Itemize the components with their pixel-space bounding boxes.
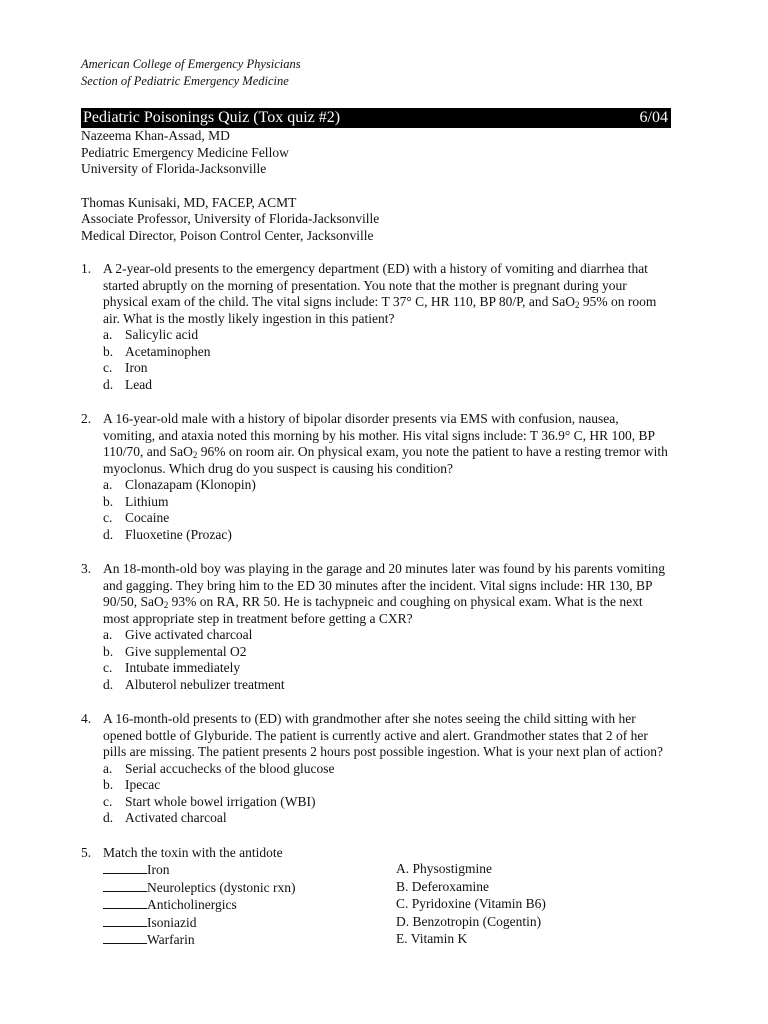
author-1 [81,128,671,178]
option-d: d. Activated charcoal [103,810,227,825]
toxin: Iron [147,862,170,877]
question-3 [81,561,671,693]
answer-blank[interactable] [103,896,147,909]
question-text: An 18-month-old boy was playing in the garage and 20 minutes later was found by his parents vomiting and gagging. They bring him to the ED 30 minutes after the incident. Vital signs include: HR 130, BP 90/50, SaO$_2$ 93% on RA, RR 50. He is tachypneic and coughing on physical exam. What is the next most appropriate step in treatment before getting a CXR? [103,561,666,626]
quiz-date: 6/04 [639,109,668,126]
organization-name: American College of Emergency Physicians [81,57,301,71]
author-2 [81,195,671,245]
option-a: a. Salicylic acid [103,327,199,342]
antidote: D. Benzotropin (Cogentin) [396,913,542,929]
option-a: a. Clonazapam (Klonopin) [103,477,256,492]
answer-blank[interactable] [103,879,147,892]
author-2-affiliation: Medical Director, Poison Control Center, Jacksonville [81,227,374,243]
antidote: C. Pyridoxine (Vitamin B6) [396,896,546,911]
toxin: Neuroleptics (dystonic rxn) [147,879,296,895]
question-5 [81,845,671,949]
answer-blank[interactable] [103,861,147,874]
question-text: A 16-month-old presents to (ED) with grandmother after she notes seeing the child sitting with her opened bottle of Glyburide. The patient is currently active and alert. Grandmother states that 2 of her pills are missing. The patient presents 2 hours post possible ingestion. What is your next plan of action? [103,711,664,759]
match-row [103,914,671,932]
title-bar [81,108,671,128]
antidote: E. Vitamin K [396,931,468,946]
question-body [103,845,671,949]
question-number: 4. [81,711,92,726]
author-1-title: Pediatric Emergency Medicine Fellow [81,144,289,160]
option-d: d. Fluoxetine (Prozac) [103,526,232,542]
question-text: A 2-year-old presents to the emergency department (ED) with a history of vomiting and diarrhea that started abruptly on the morning of presentation. You note that the mother is pregnant during your physical exam of the child. The vital signs include: T 37° C, HR 110, BP 80/P, and SaO$_2$ 95% on room air. What is the mostly likely ingestion in this patient? [103,261,657,326]
match-row [103,931,671,949]
match-row [103,879,671,897]
question-number: 2. [81,411,92,426]
match-row [103,896,671,914]
option-c: c. Iron [103,360,148,375]
author-1-name: Nazeema Khan-Assad, MD [81,128,230,143]
answer-blank[interactable] [103,914,147,927]
option-a: a. Give activated charcoal [103,627,253,642]
toxin: Anticholinergics [147,897,237,912]
toxin: Isoniazid [147,914,197,930]
answer-blank[interactable] [103,931,147,944]
question-2 [81,411,671,543]
question-text: Match the toxin with the antidote [103,844,283,860]
question-body [103,711,671,827]
question-number: 3. [81,561,92,576]
option-d: d. Albuterol nebulizer treatment [103,676,285,692]
option-b: b. Lithium [103,493,169,509]
question-number: 5. [81,844,92,860]
quiz-page [81,56,671,949]
question-body [103,561,671,693]
option-c: c. Intubate immediately [103,660,241,675]
match-row [103,861,671,879]
question-number: 1. [81,261,92,276]
option-c: c. Start whole bowel irrigation (WBI) [103,793,316,809]
option-c: c. Cocaine [103,510,170,525]
quiz-title: Pediatric Poisonings Quiz (Tox quiz #2) [83,109,341,126]
question-body [103,411,671,543]
question-4 [81,711,671,827]
question-body [103,261,671,393]
author-2-title: Associate Professor, University of Florida-Jacksonville [81,211,380,226]
author-1-affiliation: University of Florida-Jacksonville [81,161,267,176]
option-a: a. Serial accuchecks of the blood glucose [103,760,335,776]
option-d: d. Lead [103,376,152,392]
option-b: b. Acetaminophen [103,343,211,359]
antidote: B. Deferoxamine [396,878,489,894]
antidote: A. Physostigmine [396,861,493,876]
question-1 [81,261,671,393]
section-name: Section of Pediatric Emergency Medicine [81,74,289,88]
question-text: A 16-year-old male with a history of bipolar disorder presents via EMS with confusion, nausea, vomiting, and ataxia noted this morning by his mother. His vital signs include: T 36.9° C, HR 100, BP 110/70, and SaO$_2$ 96% on room air. On physical exam, you note the patient to have a resting tremor with myoclonus. Which drug do you suspect is causing his condition? [103,411,668,476]
author-2-name: Thomas Kunisaki, MD, FACEP, ACMT [81,194,297,210]
option-b: b. Ipecac [103,777,161,792]
toxin: Warfarin [147,932,195,947]
option-b: b. Give supplemental O2 [103,643,247,659]
